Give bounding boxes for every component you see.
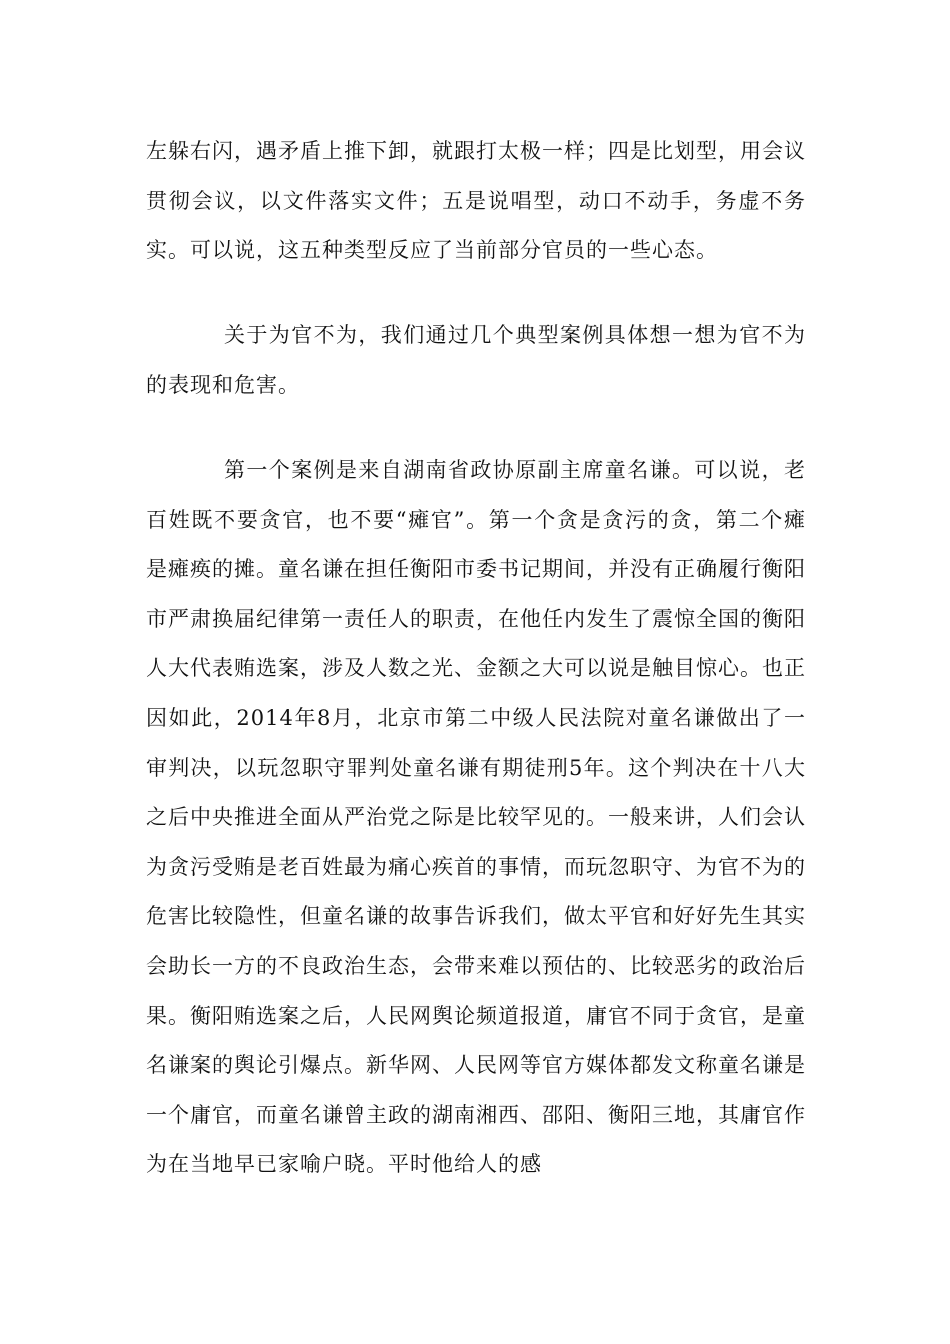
paragraph-2: 关于为官不为，我们通过几个典型案例具体想一想为官不为的表现和危害。 (146, 323, 806, 397)
paragraph-3: 第一个案例是来自湖南省政协原副主席童名谦。可以说，老百姓既不要贪官，也不要“瘫官”。第一个贪是贪污的贪，第二个瘫是瘫痪的摊。童名谦在担任衡阳市委书记期间，并没有正确履行衡阳市严肃换届纪律第一责任人的职责，在他任内发生了震惊全国的衡阳人大代表贿选案，涉及人数之光、金额之大可以说是触目惊心。也正因如此，2014年8月，北京市第二中级人民法院对童名谦做出了一审判决，以玩忽职守罪判处童名谦有期徒刑5年。这个判决在十八大之后中央推进全面从严治党之际是比较罕见的。一般来讲，人们会认为贪污受贿是老百姓最为痛心疾首的事情，而玩忽职守、为官不为的危害比较隐性，但童名谦的故事告诉我们，做太平官和好好先生其实会助长一方的不良政治生态，会带来难以预估的、比较恶劣的政治后果。衡阳贿选案之后，人民网舆论频道报道，庸官不同于贪官，是童名谦案的舆论引爆点。新华网、人民网等官方媒体都发文称童名谦是一个庸官，而童名谦曾主政的湖南湘西、邵阳、衡阳三地，其庸官作为在当地早已家喻户晓。平时他给人的感 (146, 458, 806, 1177)
paragraph-1: 左躲右闪，遇矛盾上推下卸，就跟打太极一样；四是比划型，用会议贯彻会议，以文件落实文件；五是说唱型，动口不动手，务虚不务实。可以说，这五种类型反应了当前部分官员的一些心态。 (146, 139, 806, 263)
